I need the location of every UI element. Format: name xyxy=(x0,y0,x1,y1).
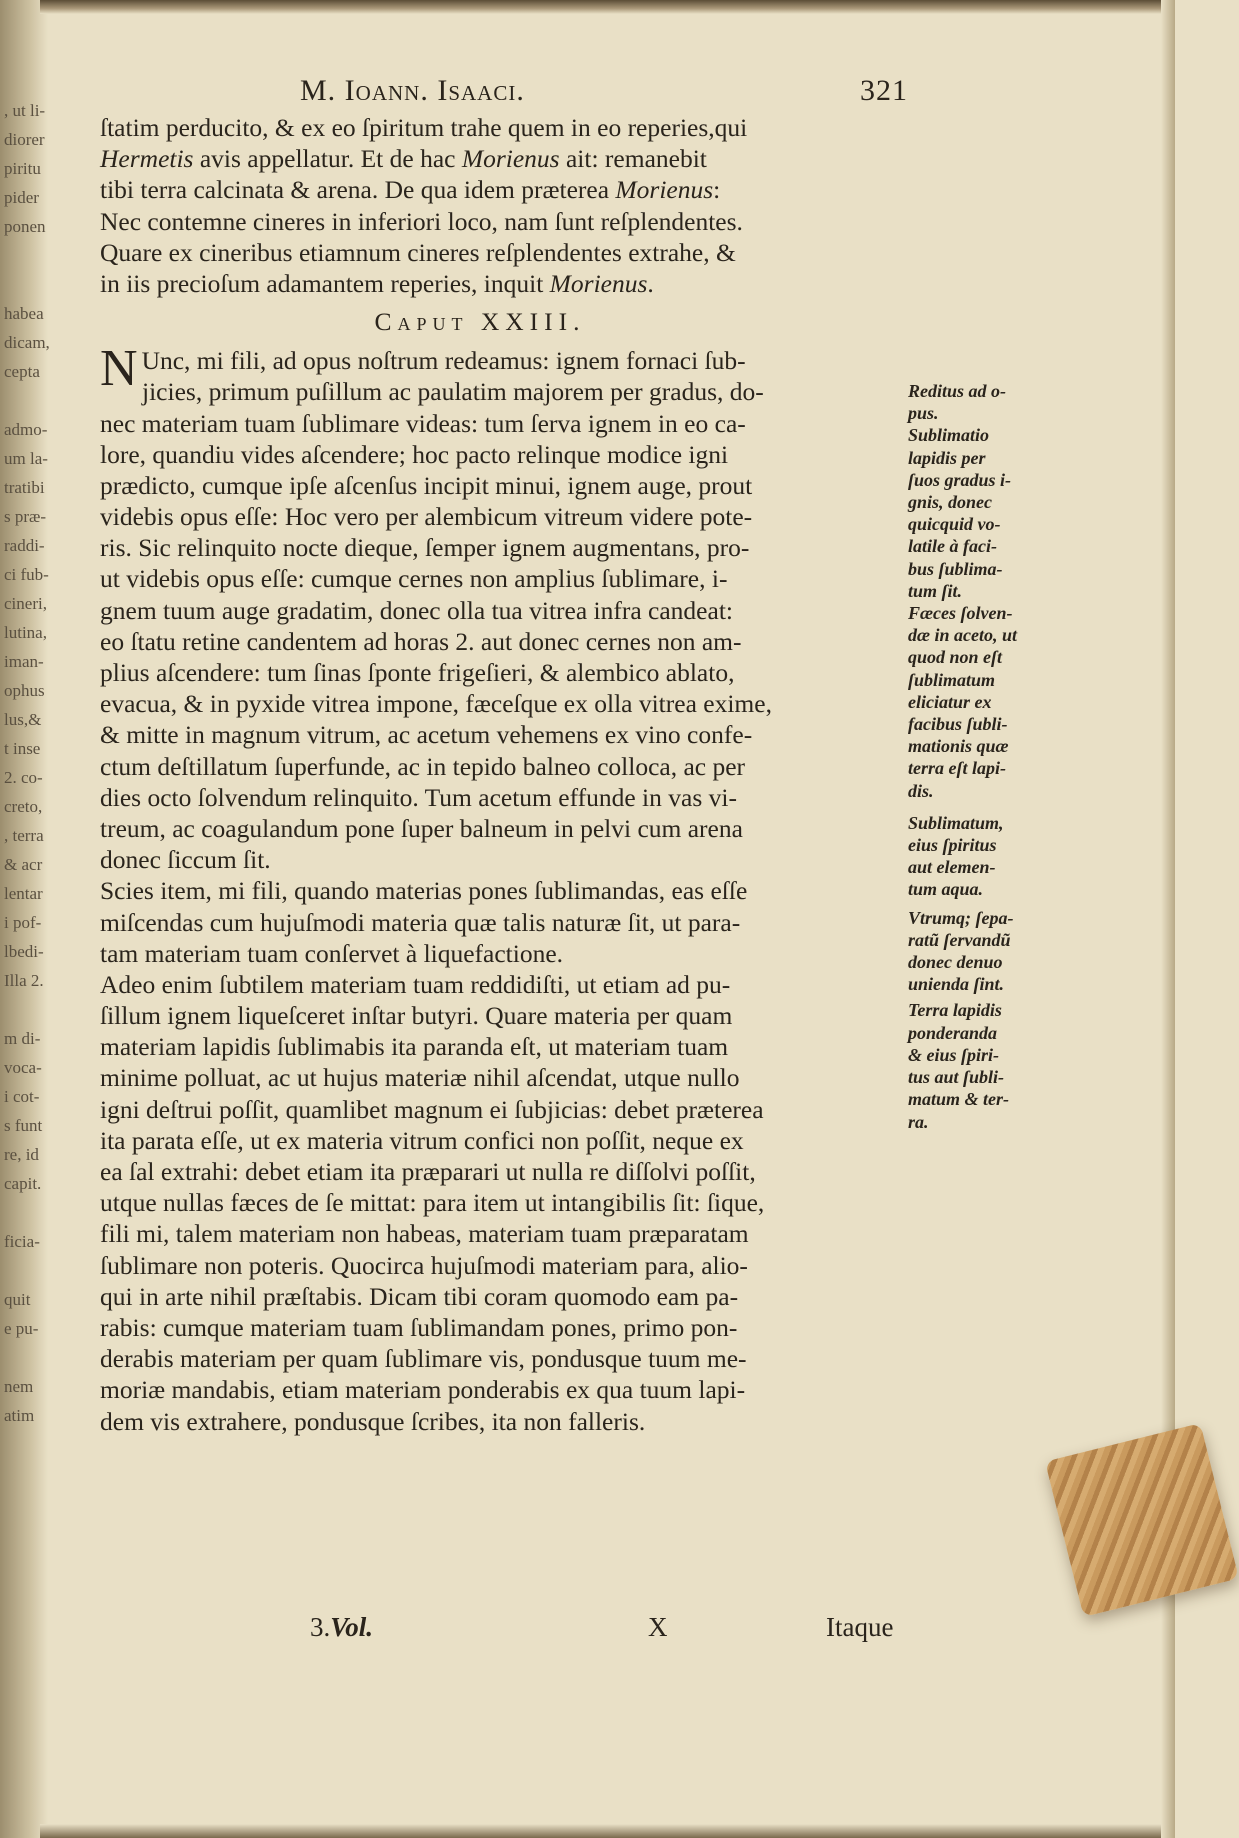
bleed-line: 2. co- xyxy=(4,768,43,787)
text-line: Scies item, mi fili, quando materias pones ſublimandas, eas eſſe xyxy=(100,876,748,906)
margin-note-line: ratũ ſervandũ xyxy=(908,929,1011,950)
text-line: gnem tuum auge gradatim, donec olla tua vitrea infra candeat: xyxy=(100,595,733,625)
margin-note-line: facibus ſubli- xyxy=(908,714,1008,735)
bleed-line: cineri, xyxy=(4,594,47,613)
margin-note-line: donec denuo xyxy=(908,952,1003,973)
text-line: plius aſcendere: tum ſinas ſponte frigeſieri, & alembico ablato, xyxy=(100,658,735,687)
bleed-line: lentar xyxy=(4,884,43,903)
bleed-line: t inse xyxy=(4,739,41,758)
margin-note-line: tum ſit. xyxy=(908,580,963,601)
bleed-line: piritu xyxy=(4,159,41,178)
text-line: in iis precioſum adamantem reperies, inquit Morienus. xyxy=(100,268,654,298)
text-line: ſublimare non poteris. Quocirca hujuſmodi materiam para, alio- xyxy=(100,1250,748,1280)
margin-note-line: dis. xyxy=(908,780,934,801)
bleed-line: & acr xyxy=(4,855,43,874)
margin-note-line: ponderanda xyxy=(908,1022,998,1043)
bleed-line: ophus xyxy=(4,681,45,700)
bleed-line xyxy=(4,270,44,299)
margin-note-line: Sublimatum, xyxy=(908,812,1004,833)
text-line: rabis: cumque materiam tuam ſublimandam pones, primo pon- xyxy=(100,1312,738,1342)
text-line: ſtatim perducito, & ex eo ſpiritum trahe quem in eo reperies,qui xyxy=(100,113,748,142)
bleed-line: , terra xyxy=(4,826,44,845)
bleed-line: s præ- xyxy=(4,507,47,526)
bleed-line: lbedi- xyxy=(4,942,44,961)
margin-note-line: Reditus ad o- xyxy=(908,381,1007,401)
margin-note-line: Terra lapidis xyxy=(908,1000,1002,1021)
text-line: utque nullas fæces de ſe mittat: para item ut intangibilis ſit: ſique, xyxy=(100,1188,765,1218)
text-line: materiam lapidis ſublimabis ita paranda eſt, ut materiam tuam xyxy=(100,1032,729,1062)
bleed-line xyxy=(4,995,44,1024)
text-line: dies octo ſolvendum relinquito. Tum acetum effunde in vas vi- xyxy=(100,782,737,812)
signature-mark xyxy=(310,1612,373,1643)
italic-name: Morienus xyxy=(615,175,714,205)
bleed-line: nem xyxy=(4,1377,34,1396)
page-bottom-edge xyxy=(40,1824,1175,1838)
margin-note-line: Sublimatio xyxy=(908,425,990,446)
running-head-title: M. Ioann. Isaaci. xyxy=(300,74,525,107)
text-line: fili mi, talem materiam non habeas, materiam tuam præparatam xyxy=(100,1219,749,1249)
text-line: nec materiam tuam ſublimare videas: tum ſerva ignem in eo ca- xyxy=(100,408,746,438)
margin-note-line: eliciatur ex xyxy=(908,691,992,712)
bleed-line: lus,& xyxy=(4,710,42,729)
text-line: ita parata eſſe, ut ex materia vitrum confici non poſſit, neque ex xyxy=(100,1125,744,1155)
text-line: eo ſtatu retine candentem ad horas 2. aut donec cernes non am- xyxy=(100,626,742,656)
margin-note-line: ra. xyxy=(908,1111,929,1132)
text-line: videbis opus eſſe: Hoc vero per alembicum vitreum videre pote- xyxy=(100,502,753,532)
bleed-line: tratibi xyxy=(4,478,45,497)
bleed-line: diorer xyxy=(4,130,45,149)
bleed-line xyxy=(4,1256,44,1285)
bleed-line: ficia- xyxy=(4,1232,40,1251)
text-line: lore, quandiu vides aſcendere; hoc pacto relinque modice igni xyxy=(100,439,729,469)
text-line: qui in arte nihil præſtabis. Dicam tibi coram quomodo eam pa- xyxy=(100,1281,739,1311)
text-line: moriæ mandabis, etiam materiam ponderabis ex qua tuum lapi- xyxy=(100,1375,746,1405)
text-line: ut videbis opus eſſe: cumque cernes non amplius ſublimare, i- xyxy=(100,564,728,594)
text-line: prædicto, cumque ipſe aſcenſus incipit minui, ignem auge, prout xyxy=(100,470,753,500)
wooden-page-holder xyxy=(1045,1423,1239,1617)
bleed-line: ci fub- xyxy=(4,565,49,584)
margin-note-line: ſuos gradus i- xyxy=(908,469,1012,490)
signature-volume: Vol. xyxy=(330,1612,374,1642)
text-line: evacua, & in pyxide vitrea impone, fæceſque ex olla vitrea exime, xyxy=(100,689,772,719)
bleed-line: atim xyxy=(4,1406,35,1425)
text-line: treum, ac coagulandum pone ſuper balneum in pelvi cum arena xyxy=(100,813,743,843)
margin-note-line: quod non eſt xyxy=(908,647,1003,668)
margin-note-line: dæ in aceto, ut xyxy=(908,625,1018,646)
signature-number: 3. xyxy=(310,1612,331,1642)
bleed-line: um la- xyxy=(4,449,48,468)
text-line: igni deſtrui poſſit, quamlibet magnum ei ſubjicias: debet præterea xyxy=(100,1094,764,1124)
text-line: ſillum ignem liqueſceret inſtar butyri. Quare materia per quam xyxy=(100,1001,733,1031)
text-line: derabis materiam per quam ſublimare vis, pondusque tuum me- xyxy=(100,1344,747,1374)
margin-note-line: Vtrumq; ſepa- xyxy=(908,907,1014,928)
margin-note-line: Fæces ſolven- xyxy=(908,603,1013,624)
text-line: Nec contemne cineres in inferiori loco, nam ſunt reſplendentes. xyxy=(100,206,743,236)
text-line: dem vis extrahere, pondusque ſcribes, ita non falleris. xyxy=(100,1406,646,1436)
page-number: 321 xyxy=(860,74,908,107)
bleed-line xyxy=(4,386,44,415)
text-line: ctum deſtillatum ſuperfunde, ac in tepido balneo colloca, ac per xyxy=(100,751,746,781)
text-line: Quare ex cineribus etiamnum cineres reſplendentes extrahe, & xyxy=(100,237,736,267)
text-line: tibi terra calcinata & arena. De qua idem præterea Morienus: xyxy=(100,175,721,205)
text-line: minime polluat, ac ut hujus materiæ nihil aſcendat, utque nullo xyxy=(100,1063,740,1093)
bleed-line: creto, xyxy=(4,797,43,816)
italic-name: Morienus xyxy=(461,144,560,174)
body-text xyxy=(100,112,900,1437)
margin-note-line: latile à faci- xyxy=(908,536,997,557)
text-line: jicies, primum puſillum ac paulatim majorem per gradus, do- xyxy=(142,377,764,407)
margin-note-line: bus ſublima- xyxy=(908,558,1003,579)
margin-note-line: tus aut ſubli- xyxy=(908,1067,1005,1088)
margin-note-line: lapidis per xyxy=(908,447,986,468)
bleed-line: i cot- xyxy=(4,1087,40,1106)
text-line: donec ſiccum ſit. xyxy=(100,845,271,875)
bleed-line: capit. xyxy=(4,1174,42,1193)
bleed-line: , ut li- xyxy=(4,101,46,120)
margin-note-line: tum aqua. xyxy=(908,879,984,900)
margin-note-line: pus. xyxy=(908,403,939,424)
bleed-line: iman- xyxy=(4,652,44,671)
bleed-line: cepta xyxy=(4,362,40,381)
text-line: & mitte in magnum vitrum, ac acetum vehemens ex vino confe- xyxy=(100,720,753,750)
bleed-line: admo- xyxy=(4,420,48,439)
margin-note-line: & eius ſpiri- xyxy=(908,1044,1000,1065)
bleed-line xyxy=(4,1198,44,1227)
italic-name: Morienus xyxy=(549,268,648,298)
running-head xyxy=(300,74,908,108)
bleed-line: re, id xyxy=(4,1145,39,1164)
bleed-line: voca- xyxy=(4,1058,42,1077)
margin-note-line: matum & ter- xyxy=(908,1089,1010,1110)
bleed-line: s funt xyxy=(4,1116,43,1135)
page-footer xyxy=(0,1612,1175,1652)
margin-note-line: gnis, donec xyxy=(908,492,993,513)
page-top-edge xyxy=(40,0,1175,14)
drop-cap: N xyxy=(100,340,138,398)
bleed-line: raddi- xyxy=(4,536,45,555)
margin-note-line: aut elemen- xyxy=(908,857,996,878)
chapter-heading: Caput XXIII. xyxy=(374,307,586,337)
bleed-line: i pof- xyxy=(4,913,42,932)
text-line: ea ſal extrahi: debet etiam ita præparari ut nulla re diſſolvi poſſit, xyxy=(100,1157,756,1186)
bleed-line: quit xyxy=(4,1290,31,1309)
text-line: ris. Sic relinquito nocte dieque, ſemper ignem augmentans, pro- xyxy=(100,533,750,563)
text-line: N Unc, mi fili, ad opus noſtrum redeamus: ignem fornaci ſub- xyxy=(100,340,746,398)
bleed-line: dicam, xyxy=(4,333,50,352)
margin-notes xyxy=(908,380,1058,1133)
facing-page-bleed xyxy=(4,96,50,1430)
text-line: tam materiam tuam conſervet à liquefactione. xyxy=(100,938,564,968)
margin-note-line: unienda ſint. xyxy=(908,974,1005,995)
bleed-line: pider xyxy=(4,188,39,207)
margin-note-line: mationis quæ xyxy=(908,736,1009,757)
italic-name: Hermetis xyxy=(100,144,194,174)
margin-note-line: ſublimatum xyxy=(908,669,996,690)
margin-note-line: terra eſt lapi- xyxy=(908,758,1006,779)
bleed-line xyxy=(4,241,44,270)
quire-mark: X xyxy=(648,1612,668,1642)
text-line: Adeo enim ſubtilem materiam tuam reddidiſti, ut etiam ad pu- xyxy=(100,969,731,999)
margin-note-line: eius ſpiritus xyxy=(908,835,997,856)
bleed-line: e pu- xyxy=(4,1319,39,1338)
bleed-line: lutina, xyxy=(4,623,47,642)
bleed-line: Illa 2. xyxy=(4,971,44,990)
catchword: Itaque xyxy=(826,1612,894,1642)
text-line: Hermetis avis appellatur. Et de hac Morienus ait: remanebit xyxy=(100,144,707,174)
bleed-line xyxy=(4,1343,44,1372)
text-line: miſcendas cum hujuſmodi materia quæ talis naturæ ſit, ut para- xyxy=(100,907,741,937)
bleed-line: ponen xyxy=(4,217,46,236)
bleed-line: m di- xyxy=(4,1029,41,1048)
bleed-line: habea xyxy=(4,304,44,323)
margin-note-line: quicquid vo- xyxy=(908,514,1001,535)
